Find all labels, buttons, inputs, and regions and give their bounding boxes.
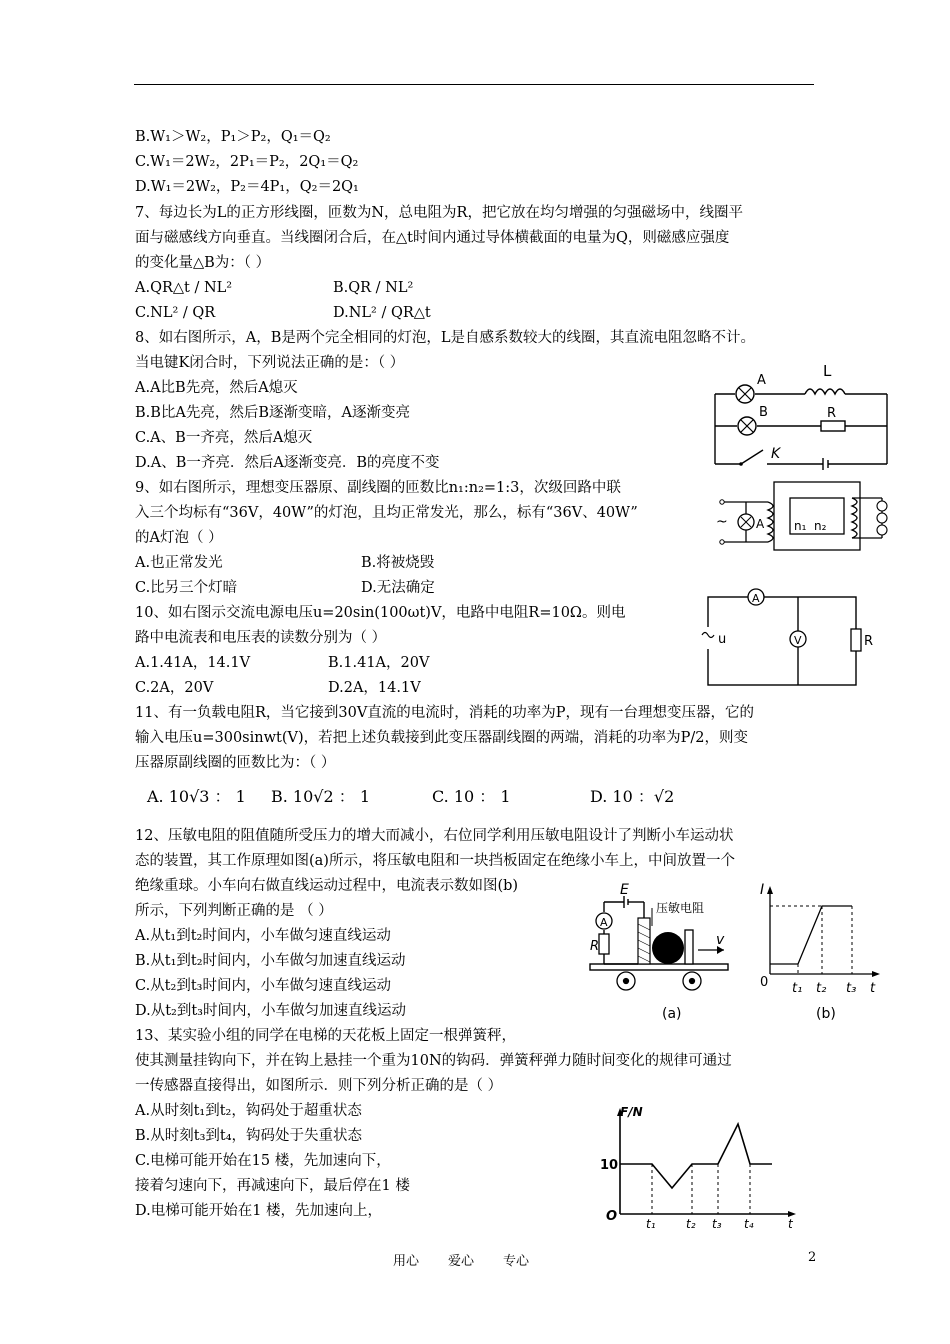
ammeter-icon — [596, 913, 612, 929]
q6-option-c: C.W₁＝2W₂，2P₁＝P₂，2Q₁＝Q₂ — [135, 154, 359, 170]
q7-stem-line-1: 7、每边长为L的正方形线圈，匝数为N，总电阻为R，把它放在均匀增强的匀强磁场中，线圈平 — [135, 205, 743, 221]
value-10-label: 10 — [600, 1158, 619, 1173]
resistor-label: R — [590, 939, 600, 954]
q8-option-d: D.A、B一齐亮．然后A逐渐变亮．B的亮度不变 — [135, 455, 440, 471]
svg-text:V: V — [794, 634, 802, 647]
t3-label: t₃ — [846, 981, 857, 996]
q6-option-b: B.W₁＞W₂，P₁＞P₂，Q₁＝Q₂ — [135, 129, 331, 145]
resistor-label: R — [864, 634, 874, 649]
q11-option-c: C. 10 ： 1 — [432, 787, 511, 806]
t3-label: t₃ — [712, 1217, 722, 1231]
q7-stem-line-2: 面与磁感线方向垂直。当线圈闭合后，在△t时间内通过导体横截面的电量为Q，则磁感应强度 — [135, 230, 730, 246]
q11-stem-line-3: 压器原副线圈的匝数比为：（ ） — [135, 755, 336, 771]
t2-label: t₂ — [816, 981, 827, 996]
heavy-ball-icon — [652, 932, 684, 964]
q11-option-a: A. 10√3 ： 1 — [147, 787, 246, 806]
q8-circuit-figure — [705, 362, 895, 470]
q13-option-c: C.电梯可能开始在15 楼，先加速向下， — [135, 1153, 391, 1169]
lamp-b-label: B — [759, 405, 768, 420]
q12-stem-line-4: 所示，下列判断正确的是 （ ） — [135, 903, 333, 919]
q7-option-b: B.QR / NL² — [333, 280, 414, 296]
y-axis-label: I — [760, 882, 765, 898]
secondary-lamps-icon — [877, 501, 887, 535]
q9-option-a: A.也正常发光 — [135, 555, 223, 571]
q9-stem-line-1: 9、如右图所示，理想变压器原、副线圈的匝数比n₁:n₂=1:3，次级回路中联 — [135, 480, 621, 496]
q8-stem-line-2: 当电键K闭合时，下列说法正确的是：（ ） — [135, 355, 405, 371]
voltmeter-icon — [790, 631, 806, 647]
q12-option-c: C.从t₂到t₃时间内，小车做匀速直线运动 — [135, 978, 391, 994]
resistor-icon — [599, 934, 609, 954]
q8-option-a: A.A比B先亮，然后A熄灭 — [135, 380, 298, 396]
lamp-a-label: A — [756, 517, 765, 531]
q9-stem-line-2: 入三个均标有“36V，40W”的灯泡，且均正常发光，那么，标有“36V、40W” — [135, 505, 638, 521]
ac-source-label: ~ — [716, 514, 728, 530]
t1-label: t₁ — [792, 981, 803, 996]
wheel-icon — [617, 972, 701, 990]
switch-label: K — [771, 446, 781, 462]
lamp-a-icon — [738, 514, 754, 530]
q12-stem-line-1: 12、压敏电阻的阻值随所受压力的增大而减小，右位同学利用压敏电阻设计了判断小车运动状 — [135, 828, 734, 844]
t1-label: t₁ — [646, 1217, 656, 1231]
svg-text:A: A — [752, 592, 760, 605]
q7-option-a: A.QR△t / NL² — [135, 280, 233, 296]
figure-b-caption: (b) — [816, 1006, 836, 1022]
q10-ac-circuit-figure — [700, 585, 885, 690]
q9-option-b: B.将被烧毁 — [361, 555, 435, 571]
q10-option-c: C.2A，20V — [135, 680, 214, 696]
q10-stem-line-1: 10、如右图示交流电源电压u=20sin(100ωt)V，电路中电阻R=10Ω。则电 — [135, 605, 626, 621]
q7-option-c: C.NL² / QR — [135, 305, 216, 321]
q7-stem-line-3: 的变化量△B为：（ ） — [135, 255, 271, 271]
header-rule — [134, 84, 814, 85]
q12-current-time-graph — [760, 878, 888, 1024]
q13-option-d: D.电梯可能开始在1 楼，先加速向上， — [135, 1203, 383, 1219]
coil-label: L — [823, 362, 832, 380]
q12-option-a: A.从t₁到t₂时间内，小车做匀速直线运动 — [135, 928, 391, 944]
origin-label: 0 — [760, 975, 769, 990]
q7-option-d: D.NL² / QR△t — [333, 305, 431, 321]
q11-stem-line-1: 11、有一负载电阻R，当它接到30V直流的电流时，消耗的功率为P，现有一台理想变压器，它的 — [135, 705, 755, 721]
q8-option-c: C.A、B一齐亮，然后A熄灭 — [135, 430, 313, 446]
ammeter-icon — [748, 589, 764, 605]
x-axis-label: t — [870, 981, 876, 996]
resistor-icon — [851, 629, 861, 651]
svg-text:A: A — [600, 916, 608, 929]
resistor-label: R — [827, 406, 837, 421]
q8-option-b: B.B比A先亮，然后B逐渐变暗，A逐渐变亮 — [135, 405, 411, 421]
q12-option-d: D.从t₂到t₃时间内，小车做匀加速直线运动 — [135, 1003, 406, 1019]
lamp-b-icon — [738, 417, 756, 435]
footer-motto-3: 专心 — [503, 1254, 530, 1269]
q12-stem-line-2: 态的装置，其工作原理如图(a)所示，将压敏电阻和一块挡板固定在绝缘小车上，中间放置一个 — [135, 853, 735, 869]
q10-option-a: A.1.41A，14.1V — [135, 655, 251, 671]
q10-stem-line-2: 路中电流表和电压表的读数分别为（ ） — [135, 630, 387, 646]
q13-stem-line-1: 13、某实验小组的同学在电梯的天花板上固定一根弹簧秤， — [135, 1028, 516, 1044]
origin-label: O — [606, 1209, 618, 1224]
t2-label: t₂ — [686, 1217, 696, 1231]
n2-label: n₂ — [814, 519, 827, 533]
q10-option-d: D.2A，14.1V — [328, 680, 421, 696]
q11-stem-line-2: 输入电压u=300sinwt(V)，若把上述负载接到此变压器副线圈的两端，消耗的功率为P/2，则变 — [135, 730, 748, 746]
q8-stem-line-1: 8、如右图所示，A，B是两个完全相同的灯泡，L是自感系数较大的线圈，其直流电阻忽略不计。 — [135, 330, 755, 346]
q13-option-c-cont: 接着匀速向下，再减速向下，最后停在1 楼 — [135, 1178, 410, 1194]
q9-stem-line-3: 的A灯泡（ ） — [135, 530, 223, 546]
footer-motto-2: 爱心 — [448, 1254, 475, 1269]
q13-option-b: B.从时刻t₃到t₄，钩码处于失重状态 — [135, 1128, 363, 1144]
q12-stem-line-3: 绝缘重球。小车向右做直线运动过程中，电流表示数如图(b) — [135, 878, 519, 894]
footer-motto-1: 用心 — [393, 1254, 420, 1269]
baffle-icon — [685, 930, 693, 964]
y-axis-label: F/N — [620, 1105, 643, 1119]
n1-label: n₁ — [794, 519, 807, 533]
t4-label: t₄ — [744, 1217, 754, 1231]
q11-option-d: D. 10 ：√2 — [590, 787, 675, 806]
q12-option-b: B.从t₁到t₂时间内，小车做匀加速直线运动 — [135, 953, 406, 969]
q9-option-d: D.无法确定 — [361, 580, 435, 596]
q10-option-b: B.1.41A，20V — [328, 655, 430, 671]
source-label: u — [718, 632, 727, 647]
q11-option-b: B. 10√2 ： 1 — [271, 787, 371, 806]
sensor-label: 压敏电阻 — [656, 901, 705, 915]
q13-force-time-graph — [600, 1102, 800, 1232]
q13-stem-line-3: 一传感器直接得出，如图所示．则下列分析正确的是（ ） — [135, 1078, 503, 1094]
x-axis-label: t — [788, 1217, 793, 1231]
ac-source-icon — [702, 627, 714, 649]
page-number: 2 — [808, 1250, 817, 1265]
emf-label: E — [620, 882, 629, 898]
q13-stem-line-2: 使其测量挂钩向下，并在钩上悬挂一个重为10N的钩码．弹簧秤弹力随时间变化的规律可通过 — [135, 1053, 732, 1069]
lamp-a-icon — [736, 385, 754, 403]
velocity-label: v — [716, 932, 725, 948]
q13-option-a: A.从时刻t₁到t₂，钩码处于超重状态 — [135, 1103, 362, 1119]
figure-a-caption: (a) — [662, 1006, 682, 1022]
q9-option-c: C.比另三个灯暗 — [135, 580, 238, 596]
q9-transformer-figure — [712, 478, 892, 558]
lamp-a-label: A — [757, 373, 766, 388]
q12-cart-figure — [590, 878, 745, 1023]
q6-option-d: D.W₁＝2W₂，P₂＝4P₁，Q₂＝2Q₁ — [135, 179, 359, 195]
